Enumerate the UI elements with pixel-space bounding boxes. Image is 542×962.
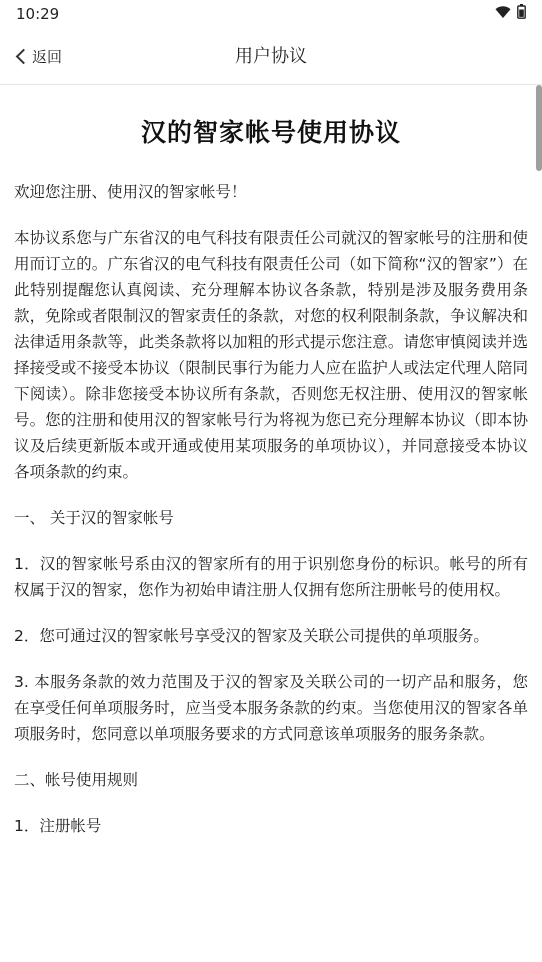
status-time: 10:29 — [16, 5, 60, 23]
page-title: 用户协议 — [235, 46, 307, 67]
status-bar — [0, 0, 542, 28]
battery-icon — [517, 4, 526, 23]
agreement-paragraph-register: 1．注册帐号 — [14, 817, 102, 835]
section-heading-account: 一、 关于汉的智家帐号 — [14, 509, 174, 527]
agreement-paragraph-welcome: 欢迎您注册、使用汉的智家帐号！ — [14, 183, 247, 201]
agreement-title: 汉的智家帐号使用协议 — [140, 118, 401, 147]
scrollbar-thumb[interactable] — [536, 85, 542, 171]
agreement-paragraph-clause-1: 1．汉的智家帐号系由汉的智家所有的用于识别您身份的标识。帐号的所有权属于汉的智家，您作为初始申请注册人仅拥有您所注册帐号的使用权。 — [14, 555, 528, 599]
back-label: 返回 — [32, 47, 63, 66]
agreement-paragraph-intro: 本协议系您与广东省汉的电气科技有限责任公司就汉的智家帐号的注册和使用而订立的。广东省汉的电气科技有限责任公司（如下简称“汉的智家”）在此特别提醒您认真阅读、充分理解本协议各条款，特别是涉及服务费用条款，免除或者限制汉的智家责任的条款，对您的权利限制条款，争议解决和法律适用条款等，此类条款将以加粗的形式提示您注意。请您审慎阅读并选择接受或不接受本协议（限制民事行为能力人应在监护人或法定代理人陪同下阅读）。除非您接受本协议所有条款，否则您无权注册、使用汉的智家帐号。您的注册和使用汉的智家帐号行为将视为您已充分理解本协议（即本协议及后续更新版本或开通或使用某项服务的单项协议），并同意接受本协议各项条款的约束。 — [14, 229, 528, 481]
agreement-scroll-view[interactable] — [0, 85, 542, 962]
top-navigation-bar — [0, 28, 542, 85]
wifi-icon — [495, 4, 511, 23]
status-icons — [495, 5, 526, 21]
agreement-paragraph-clause-3: 3. 本服务条款的效力范围及于汉的智家及关联公司的一切产品和服务，您在享受任何单项服务时，应当受本服务条款的约束。当您使用汉的智家各单项服务时，您同意以单项服务要求的方式同意该单项服务的服务条款。 — [14, 673, 528, 743]
section-heading-usage-rules: 二、帐号使用规则 — [14, 771, 139, 789]
agreement-paragraph-clause-2: 2．您可通过汉的智家帐号享受汉的智家及关联公司提供的单项服务。 — [14, 627, 489, 645]
